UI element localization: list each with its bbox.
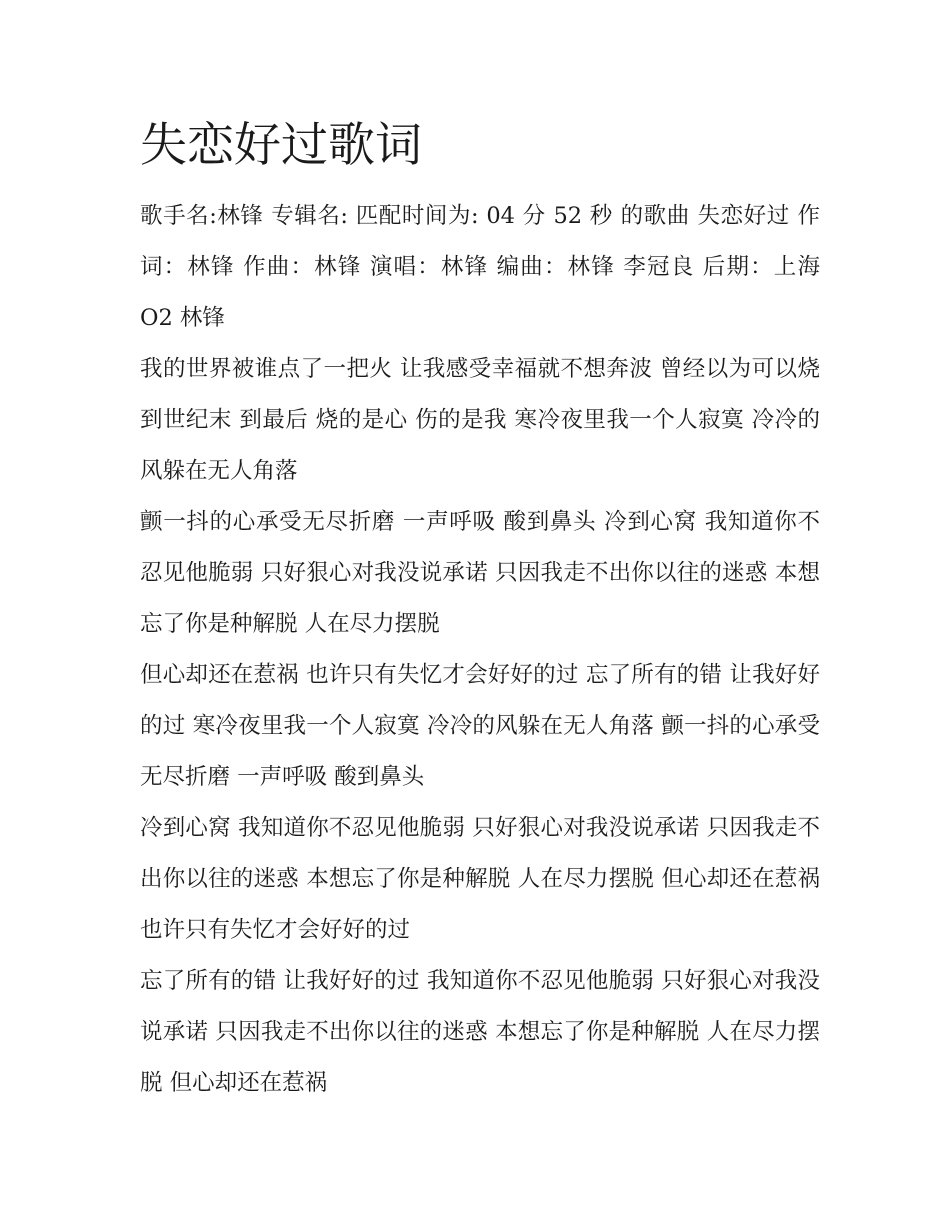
lyrics-paragraph: 忘了所有的错 让我好好的过 我知道你不忍见他脆弱 只好狠心对我没说承诺 只因我走不出你以往的迷惑 本想忘了你是种解脱 人在尽力摆脱 但心却还在惹祸	[140, 968, 820, 1096]
document-body	[140, 113, 820, 1109]
song-info-paragraph: 歌手名:林锋 专辑名: 匹配时间为: 04 分 52 秒 的歌曲 失恋好过 作词：林锋 作曲：林锋 演唱：林锋 编曲：林锋 李冠良 后期：上海 O2 林锋	[140, 203, 820, 331]
lyrics-paragraph: 但心却还在惹祸 也许只有失忆才会好好的过 忘了所有的错 让我好好的过 寒冷夜里我一个人寂寞 冷冷的风躲在无人角落 颤一抖的心承受无尽折磨 一声呼吸 酸到鼻头	[140, 662, 820, 790]
lyrics-paragraph: 冷到心窝 我知道你不忍见他脆弱 只好狠心对我没说承诺 只因我走不出你以往的迷惑 本想忘了你是种解脱 人在尽力摆脱 但心却还在惹祸 也许只有失忆才会好好的过	[140, 815, 820, 943]
page-title: 失恋好过歌词	[140, 118, 422, 173]
lyrics-paragraph: 我的世界被谁点了一把火 让我感受幸福就不想奔波 曾经以为可以烧到世纪末 到最后 烧的是心 伤的是我 寒冷夜里我一个人寂寞 冷冷的风躲在无人角落	[140, 356, 820, 484]
lyrics-paragraph: 颤一抖的心承受无尽折磨 一声呼吸 酸到鼻头 冷到心窝 我知道你不忍见他脆弱 只好狠心对我没说承诺 只因我走不出你以往的迷惑 本想忘了你是种解脱 人在尽力摆脱	[140, 509, 820, 637]
